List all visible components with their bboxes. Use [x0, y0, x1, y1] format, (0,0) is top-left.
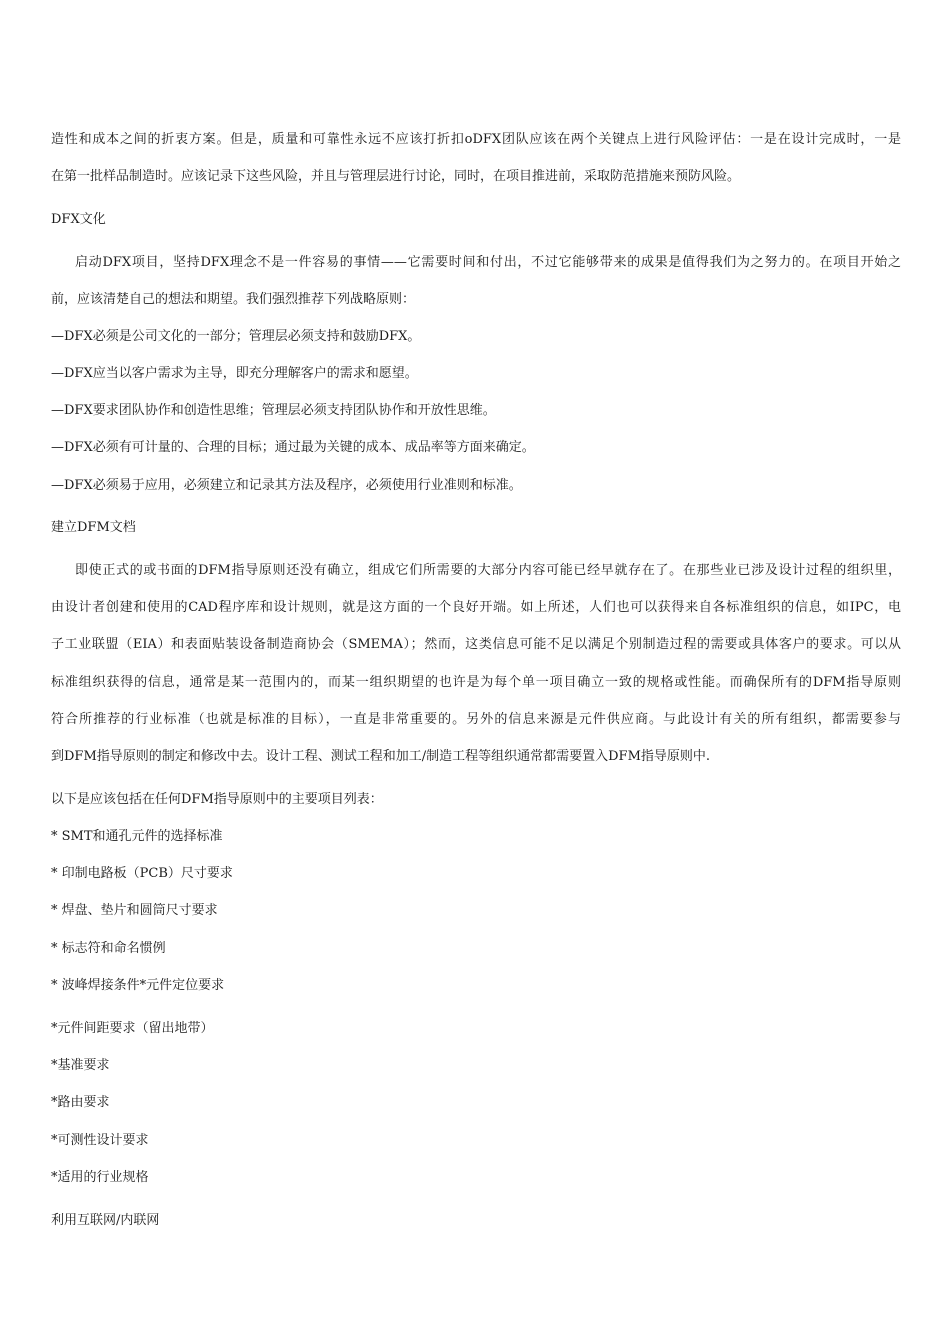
list-item: —DFX必须有可计量的、合理的目标；通过最为关键的成本、成品率等方面来确定。	[51, 440, 535, 455]
section-heading: 利用互联网/内联网	[51, 1213, 160, 1228]
section-heading: 建立DFM文档	[51, 520, 136, 535]
list-item: —DFX应当以客户需求为主导，即充分理解客户的需求和愿望。	[51, 366, 418, 381]
paragraph-line: 到DFM指导原则的制定和修改中去。设计工程、测试工程和加工/制造工程等组织通常都需要置入DFM指导原则中.	[51, 749, 711, 764]
paragraph-line: 标准组织获得的信息，通常是某一范围内的，而某一组织期望的也许是为每个单一项目确立一致的规格或性能。而确保所有的DFM指导原则	[51, 675, 901, 690]
paragraph-line: 在第一批样品制造时。应该记录下这些风险，并且与管理层进行讨论，同时，在项目推进前，采取防范措施来预防风险。	[51, 169, 741, 184]
paragraph-line: 符合所推荐的行业标准（也就是标准的目标），一直是非常重要的。另外的信息来源是元件供应商。与此设计有关的所有组织，都需要参与	[51, 712, 901, 727]
list-item: —DFX要求团队协作和创造性思维；管理层必须支持团队协作和开放性思维。	[51, 403, 496, 418]
list-item: —DFX必须易于应用，必须建立和记录其方法及程序，必须使用行业准则和标准。	[51, 478, 522, 493]
paragraph-line: 子工业联盟（EIA）和表面贴装设备制造商协会（SMEMA）；然而，这类信息可能不足以满足个别制造过程的需要或具体客户的要求。可以从	[51, 637, 901, 652]
list-item: * 印制电路板（PCB）尺寸要求	[51, 866, 233, 881]
list-item: * 焊盘、垫片和圆筒尺寸要求	[51, 903, 218, 918]
section-heading: DFX文化	[51, 212, 106, 227]
paragraph-line: 以下是应该包括在任何DFM指导原则中的主要项目列表：	[51, 792, 383, 807]
paragraph-line: 启动DFX项目，坚持DFX理念不是一件容易的事情——它需要时间和付出，不过它能够带来的成果是值得我们为之努力的。在项目开始之	[75, 255, 901, 270]
paragraph-line: 即使正式的或书面的DFM指导原则还没有确立，组成它们所需要的大部分内容可能已经早就存在了。在那些业已涉及设计过程的组织里，	[75, 563, 901, 578]
list-item: *基准要求	[51, 1058, 110, 1073]
paragraph-line: 前，应该清楚自己的想法和期望。我们强烈推荐下列战略原则：	[51, 292, 416, 307]
list-item: * 波峰焊接条件*元件定位要求	[51, 978, 225, 993]
paragraph-line: 造性和成本之间的折衷方案。但是，质量和可靠性永远不应该打折扣oDFX团队应该在两个关键点上进行风险评估：一是在设计完成时，一是	[51, 132, 901, 147]
list-item: * 标志符和命名惯例	[51, 941, 166, 956]
list-item: *元件间距要求（留出地带）	[51, 1021, 214, 1036]
list-item: *可测性设计要求	[51, 1133, 149, 1148]
list-item: —DFX必须是公司文化的一部分；管理层必须支持和鼓励DFX。	[51, 329, 421, 344]
list-item: *适用的行业规格	[51, 1170, 149, 1185]
list-item: *路由要求	[51, 1095, 110, 1110]
paragraph-line: 由设计者创建和使用的CAD程序库和设计规则，就是这方面的一个良好开端。如上所述，人们也可以获得来自各标准组织的信息，如IPC，电	[51, 600, 901, 615]
list-item: * SMT和通孔元件的选择标准	[51, 829, 223, 844]
